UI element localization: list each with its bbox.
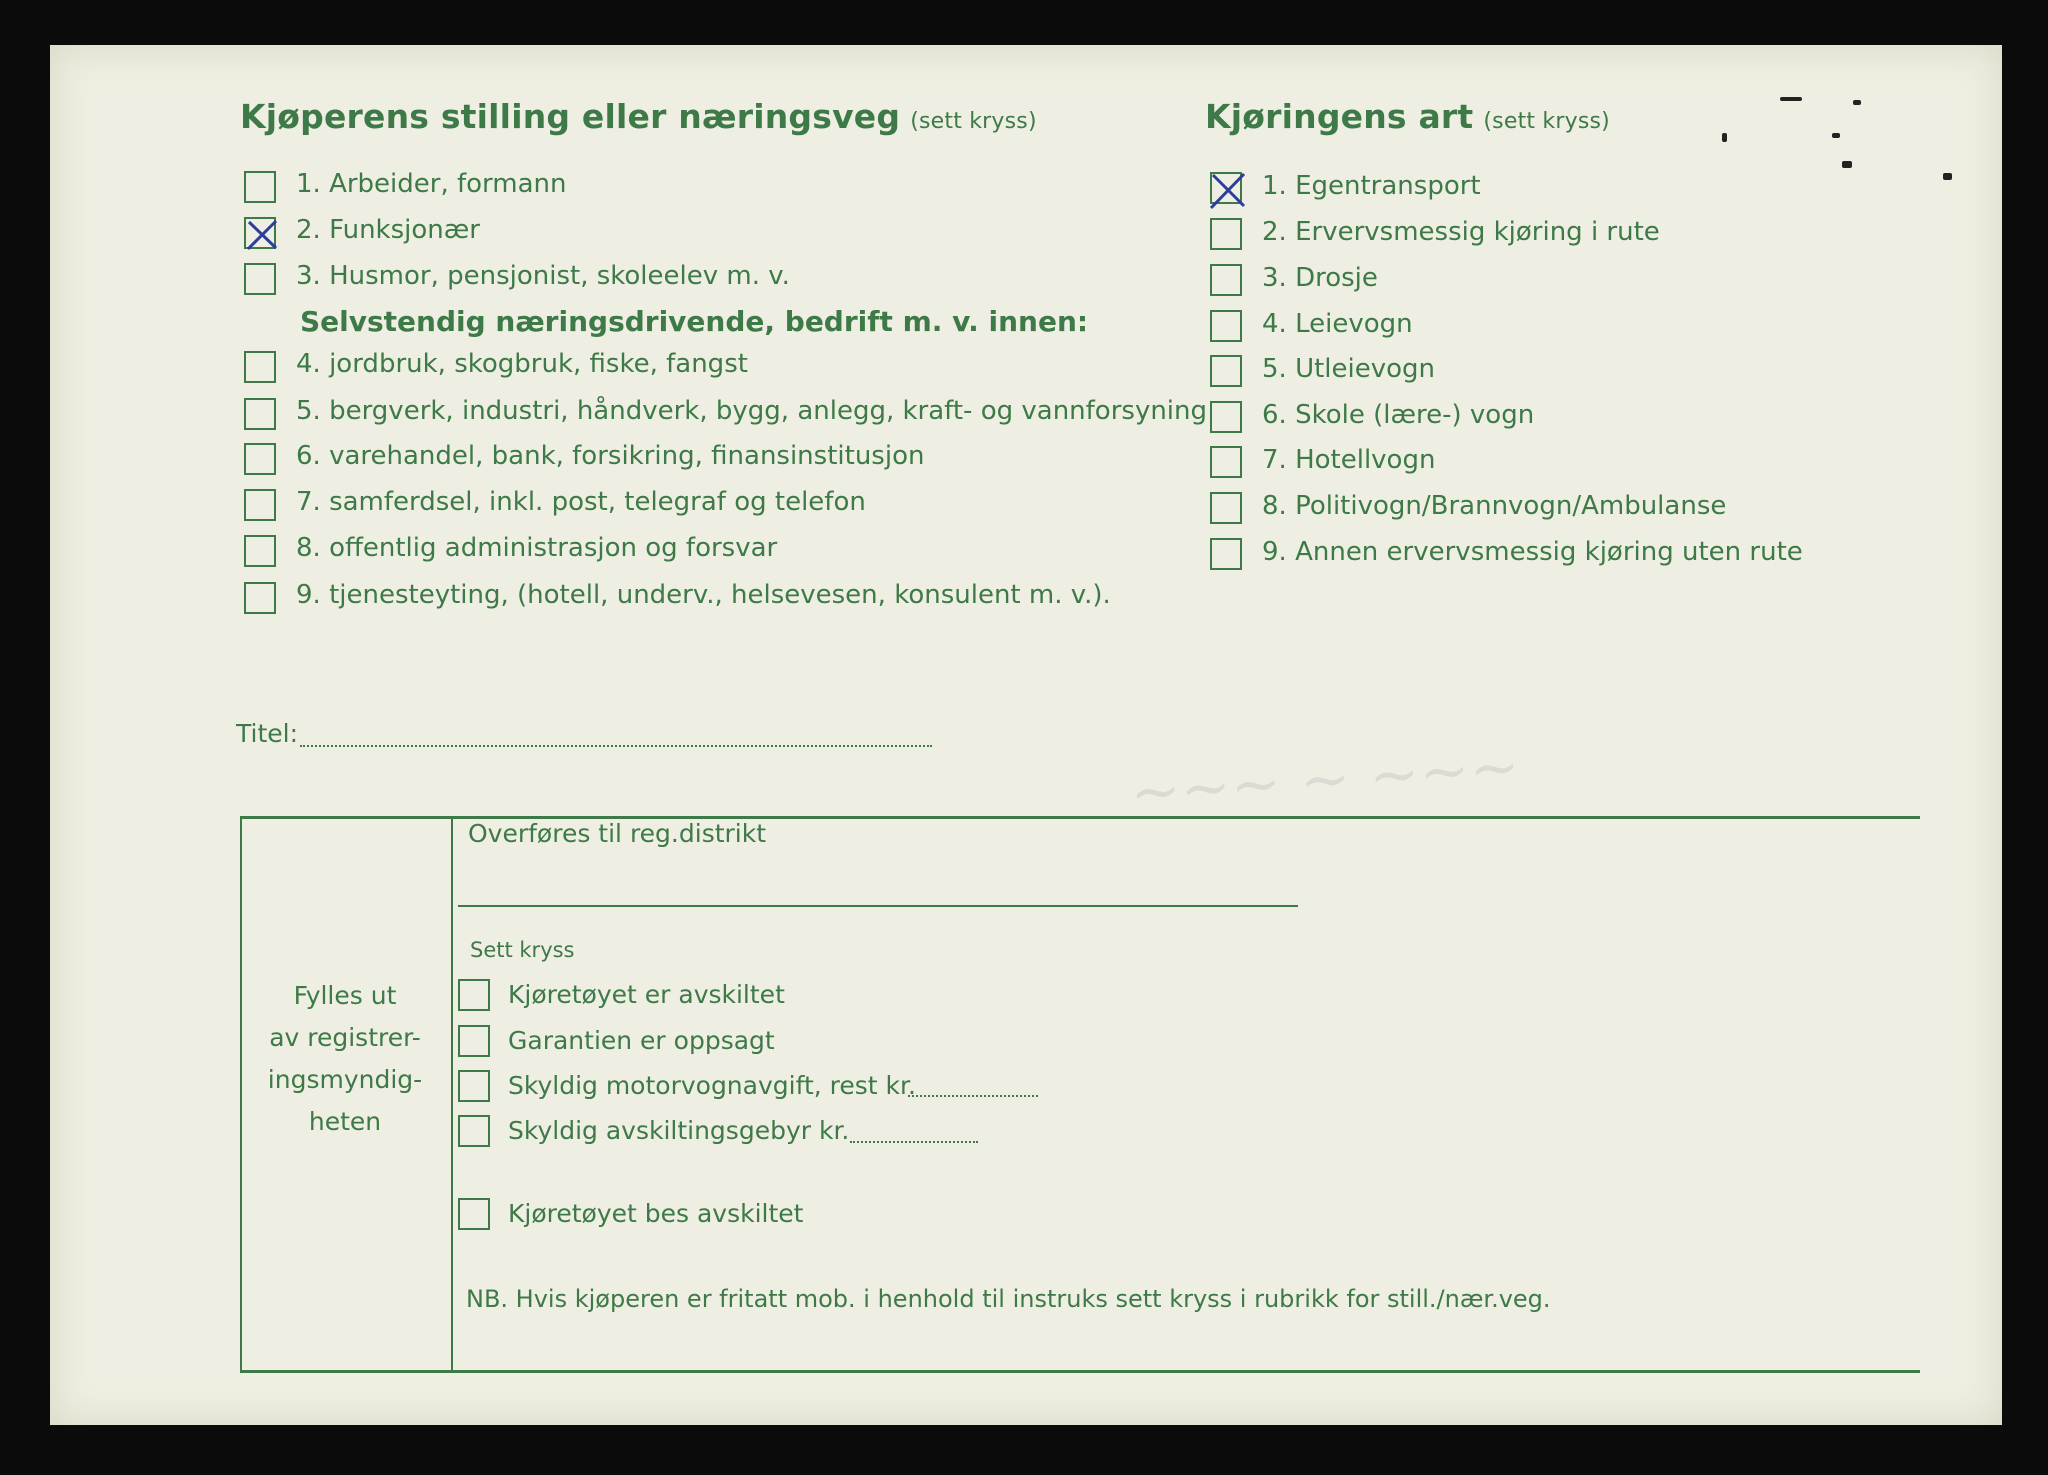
- option-avskiltet: Kjøretøyet er avskiltet: [508, 980, 785, 1009]
- registry-bottom-rule: [240, 1370, 1920, 1373]
- checkbox-varehandel[interactable]: [244, 443, 276, 475]
- left-item-6: 6. varehandel, bank, forsikring, finansinstitusjon: [296, 441, 925, 471]
- checkbox-leievogn[interactable]: [1210, 310, 1242, 342]
- checkbox-annen-kjoring[interactable]: [1210, 538, 1242, 570]
- motorvognavgift-amount-line[interactable]: [908, 1095, 1038, 1097]
- registry-divider: [451, 816, 453, 1372]
- checkbox-utleievogn[interactable]: [1210, 355, 1242, 387]
- checkbox-hotellvogn[interactable]: [1210, 446, 1242, 478]
- transfer-label: Overføres til reg.distrikt: [468, 819, 767, 848]
- form-sheet: [50, 45, 2002, 1425]
- titel-label: Titel:: [236, 719, 298, 748]
- avskiltingsgebyr-amount-line[interactable]: [850, 1141, 978, 1143]
- right-title-note: (sett kryss): [1483, 109, 1610, 134]
- right-item-1: 1. Egentransport: [1262, 171, 1481, 201]
- left-item-7: 7. samferdsel, inkl. post, telegraf og telefon: [296, 487, 866, 517]
- sett-kryss-label: Sett kryss: [470, 938, 575, 962]
- checkbox-jordbruk[interactable]: [244, 351, 276, 383]
- checkbox-arbeider[interactable]: [244, 171, 276, 203]
- checkbox-bergverk[interactable]: [244, 398, 276, 430]
- side-label-line-4: heten: [308, 1107, 382, 1136]
- right-item-2: 2. Ervervsmessig kjøring i rute: [1262, 217, 1660, 247]
- checkbox-avskiltet[interactable]: [458, 979, 490, 1011]
- right-title-text: Kjøringens art: [1205, 97, 1474, 136]
- right-item-9: 9. Annen ervervsmessig kjøring uten rute: [1262, 537, 1803, 567]
- registry-left-rule: [240, 816, 242, 1372]
- option-bes-avskiltet: Kjøretøyet bes avskiltet: [508, 1199, 804, 1228]
- nb-note: NB. Hvis kjøperen er fritatt mob. i henhold til instruks sett kryss i rubrikk for still./nær.veg.: [466, 1285, 1551, 1313]
- checkbox-motorvognavgift[interactable]: [458, 1070, 490, 1102]
- right-section-title: [1205, 97, 1610, 136]
- left-item-9: 9. tjenesteyting, (hotell, underv., helsevesen, konsulent m. v.).: [296, 580, 1111, 610]
- checkbox-funksjonaer[interactable]: [244, 217, 276, 249]
- transfer-input-line[interactable]: [458, 905, 1298, 907]
- left-item-2: 2. Funksjonær: [296, 215, 480, 245]
- cross-mark-icon: [240, 213, 284, 257]
- cross-mark-icon: [1206, 168, 1250, 212]
- right-item-4: 4. Leievogn: [1262, 309, 1413, 339]
- checkbox-ervervsmessig-rute[interactable]: [1210, 218, 1242, 250]
- left-section-title: [240, 97, 1037, 136]
- checkbox-egentransport[interactable]: [1210, 172, 1242, 204]
- bleed-through-marks: ~~~ ~ ~~~: [1128, 731, 1523, 829]
- titel-input-line[interactable]: [300, 745, 932, 747]
- side-label-line-3: ingsmyndig-: [267, 1065, 423, 1094]
- side-label-line-1: Fylles ut: [293, 981, 397, 1010]
- self-employed-subheading: Selvstendig næringsdrivende, bedrift m. v. innen:: [300, 305, 1089, 338]
- checkbox-samferdsel[interactable]: [244, 489, 276, 521]
- checkbox-drosje[interactable]: [1210, 264, 1242, 296]
- checkbox-skolevogn[interactable]: [1210, 401, 1242, 433]
- registry-side-label: [250, 975, 440, 1143]
- right-item-3: 3. Drosje: [1262, 263, 1378, 293]
- checkbox-tjenesteyting[interactable]: [244, 582, 276, 614]
- checkbox-bes-avskiltet[interactable]: [458, 1198, 490, 1230]
- right-item-8: 8. Politivogn/Brannvogn/Ambulanse: [1262, 491, 1727, 521]
- left-item-8: 8. offentlig administrasjon og forsvar: [296, 533, 778, 563]
- left-item-4: 4. jordbruk, skogbruk, fiske, fangst: [296, 349, 748, 379]
- right-item-7: 7. Hotellvogn: [1262, 445, 1436, 475]
- left-title-note: (sett kryss): [910, 109, 1037, 134]
- checkbox-politivogn[interactable]: [1210, 492, 1242, 524]
- side-label-line-2: av registrer-: [269, 1023, 421, 1052]
- checkbox-avskiltingsgebyr[interactable]: [458, 1115, 490, 1147]
- checkbox-garantien[interactable]: [458, 1025, 490, 1057]
- checkbox-offentlig[interactable]: [244, 535, 276, 567]
- left-title-text: Kjøperens stilling eller næringsveg: [240, 97, 901, 136]
- left-item-1: 1. Arbeider, formann: [296, 169, 567, 199]
- left-item-3: 3. Husmor, pensjonist, skoleelev m. v.: [296, 261, 790, 291]
- right-item-5: 5. Utleievogn: [1262, 354, 1436, 384]
- right-item-6: 6. Skole (lære-) vogn: [1262, 400, 1535, 430]
- checkbox-husmor[interactable]: [244, 263, 276, 295]
- option-motorvognavgift: Skyldig motorvognavgift, rest kr.: [508, 1071, 916, 1100]
- option-garantien: Garantien er oppsagt: [508, 1026, 775, 1055]
- option-avskiltingsgebyr: Skyldig avskiltingsgebyr kr.: [508, 1116, 850, 1145]
- left-item-5: 5. bergverk, industri, håndverk, bygg, anlegg, kraft- og vannforsyning: [296, 396, 1208, 426]
